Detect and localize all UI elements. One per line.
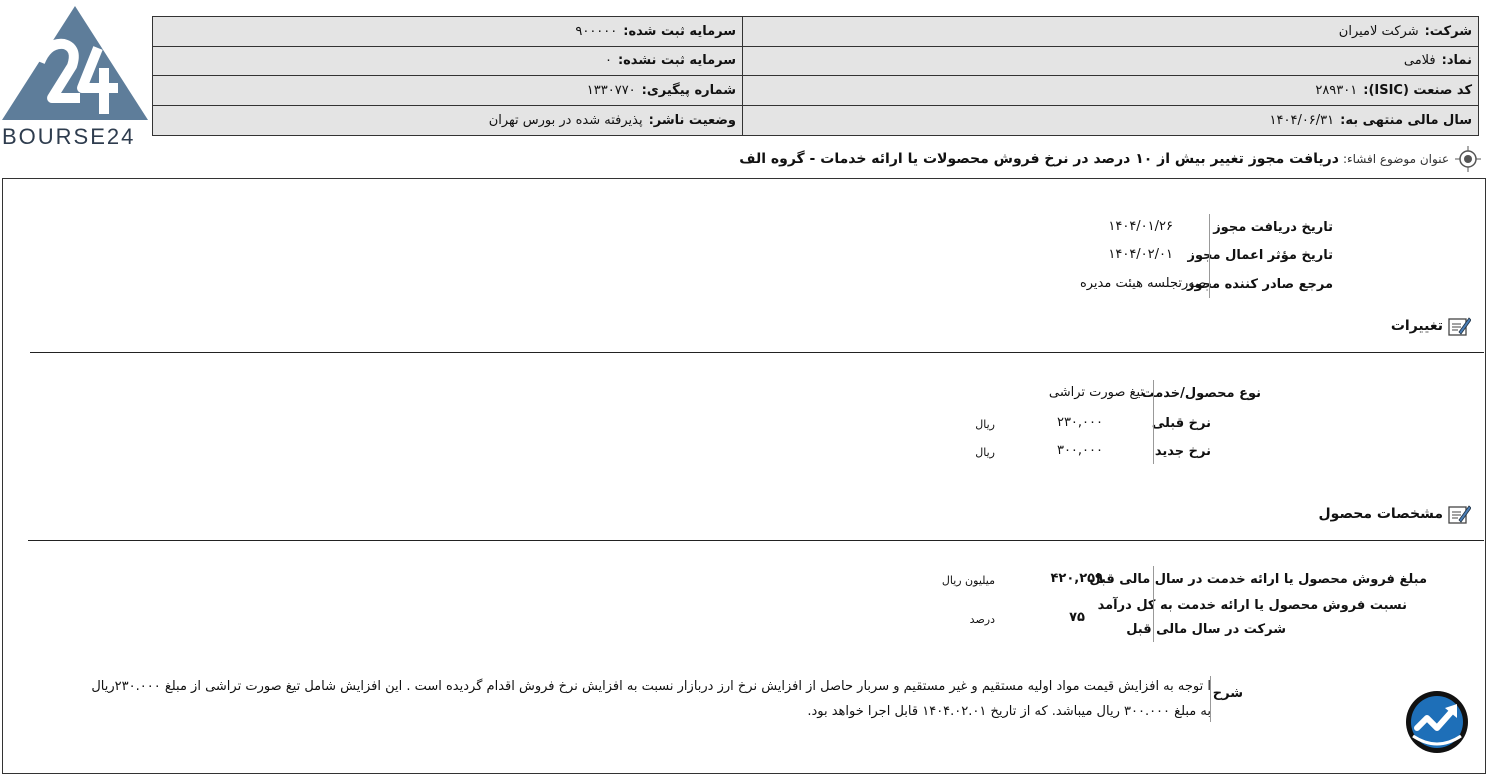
unregistered-capital-label: سرمایه ثبت نشده: [617,53,736,69]
ratio-unit: درصد [969,613,995,626]
new-rate-label: نرخ جدید [1154,444,1211,459]
changes-column-divider [1153,380,1154,464]
sales-label: مبلغ فروش محصول یا ارائه خدمت در سال مالی قبل [1089,572,1427,587]
company-value: شرکت لامیران [1338,23,1419,39]
product-type-label: نوع محصول/خدمت [1141,386,1261,401]
disclosure-subject [739,146,1481,172]
symbol-value: فلامی [1403,53,1436,69]
issuer-label: مرجع صادر کننده مجوز [1187,277,1333,292]
ratio-value: ۷۵ [1069,610,1085,625]
effective-date-value: ۱۴۰۴/۰۲/۰۱ [1108,247,1173,262]
product-column-divider [1153,566,1154,642]
changes-divider [30,352,1484,353]
description-line2: به مبلغ ۳۰۰.۰۰۰ ریال میباشد. که از تاریخ ۱۴۰۴.۰۲.۰۱ قابل اجرا خواهد بود. [807,704,1211,719]
product-divider [28,540,1484,541]
tracking-number-value: ۱۳۳۰۷۷۰ [586,82,636,98]
info-row [153,17,1478,47]
target-icon [1455,146,1481,172]
edit-note-icon [1447,503,1471,525]
issuer-value: صورتجلسه هیئت مدیره [1079,276,1206,291]
effective-date-label: تاریخ مؤثر اعمال مجوز [1187,248,1333,263]
symbol-label: نماد: [1441,53,1472,69]
new-rate-unit: ریال [975,446,995,459]
product-title-text: مشخصات محصول [1318,506,1443,522]
logo-triangle-icon [0,2,150,124]
old-rate-unit: ریال [975,418,995,431]
product-type-value: تیغ صورت تراشی [1048,385,1144,400]
unregistered-capital-value: ۰ [604,53,612,69]
info-row [153,47,1478,77]
received-date-label: تاریخ دریافت مجوز [1213,220,1333,235]
info-row [153,76,1478,106]
company-label: شرکت: [1424,23,1472,39]
description-label: شرح [1212,686,1243,701]
changes-section-title [1391,315,1471,337]
company-info-table [152,16,1479,136]
registered-capital-label: سرمایه ثبت شده: [623,23,736,39]
subject-label: عنوان موضوع افشاء: [1342,152,1449,166]
description-line1: ا توجه به افزایش قیمت مواد اولیه مستقیم و غیر مستقیم و سربار حاصل از افزایش نرخ ارز دربازار نسبت به افزایش نرخ فروش اقدام گردیده است . این افزایش شامل تیغ صورت تراشی از مبلغ ۲۳۰.۰۰۰ریال [91,679,1211,694]
ratio-label-line1: نسبت فروش محصول یا ارائه خدمت به کل درآمد [1097,598,1407,613]
received-date-value: ۱۴۰۴/۰۱/۲۶ [1108,219,1173,234]
old-rate-value: ۲۳۰,۰۰۰ [1056,415,1103,430]
fiscal-year-value: ۱۴۰۴/۰۶/۳۱ [1269,112,1335,128]
isic-value: ۲۸۹۳۰۱ [1315,82,1358,98]
info-row [153,106,1478,136]
publisher-status-label: وضعیت ناشر: [648,112,736,128]
changes-title-text: تغییرات [1390,318,1443,334]
sales-unit: میلیون ریال [941,574,995,587]
tracking-number-label: شماره پیگیری: [641,82,736,98]
bourse24-logo [0,2,150,150]
subject-value: دریافت مجوز تغییر بیش از ۱۰ درصد در نرخ فروش محصولات یا ارائه خدمات - گروه الف [739,151,1339,167]
edit-note-icon [1447,315,1471,337]
fiscal-year-label: سال مالی منتهی به: [1340,112,1472,128]
description-text [91,674,1211,724]
ratio-label-line2: شرکت در سال مالی قبل [1126,622,1286,637]
isic-label: کد صنعت (ISIC): [1363,82,1472,98]
registered-capital-value: ۹۰۰۰۰۰ [575,23,618,39]
license-divider [1209,214,1210,298]
logo-text: BOURSE24 [2,124,136,149]
publisher-status-value: پذیرفته شده در بورس تهران [488,112,643,128]
sales-value: ۴۲۰,۲۵۹ [1050,571,1103,586]
old-rate-label: نرخ قبلی [1151,416,1211,431]
product-section-title [1319,503,1471,525]
new-rate-value: ۳۰۰,۰۰۰ [1056,443,1103,458]
trend-badge-icon [1405,690,1469,754]
